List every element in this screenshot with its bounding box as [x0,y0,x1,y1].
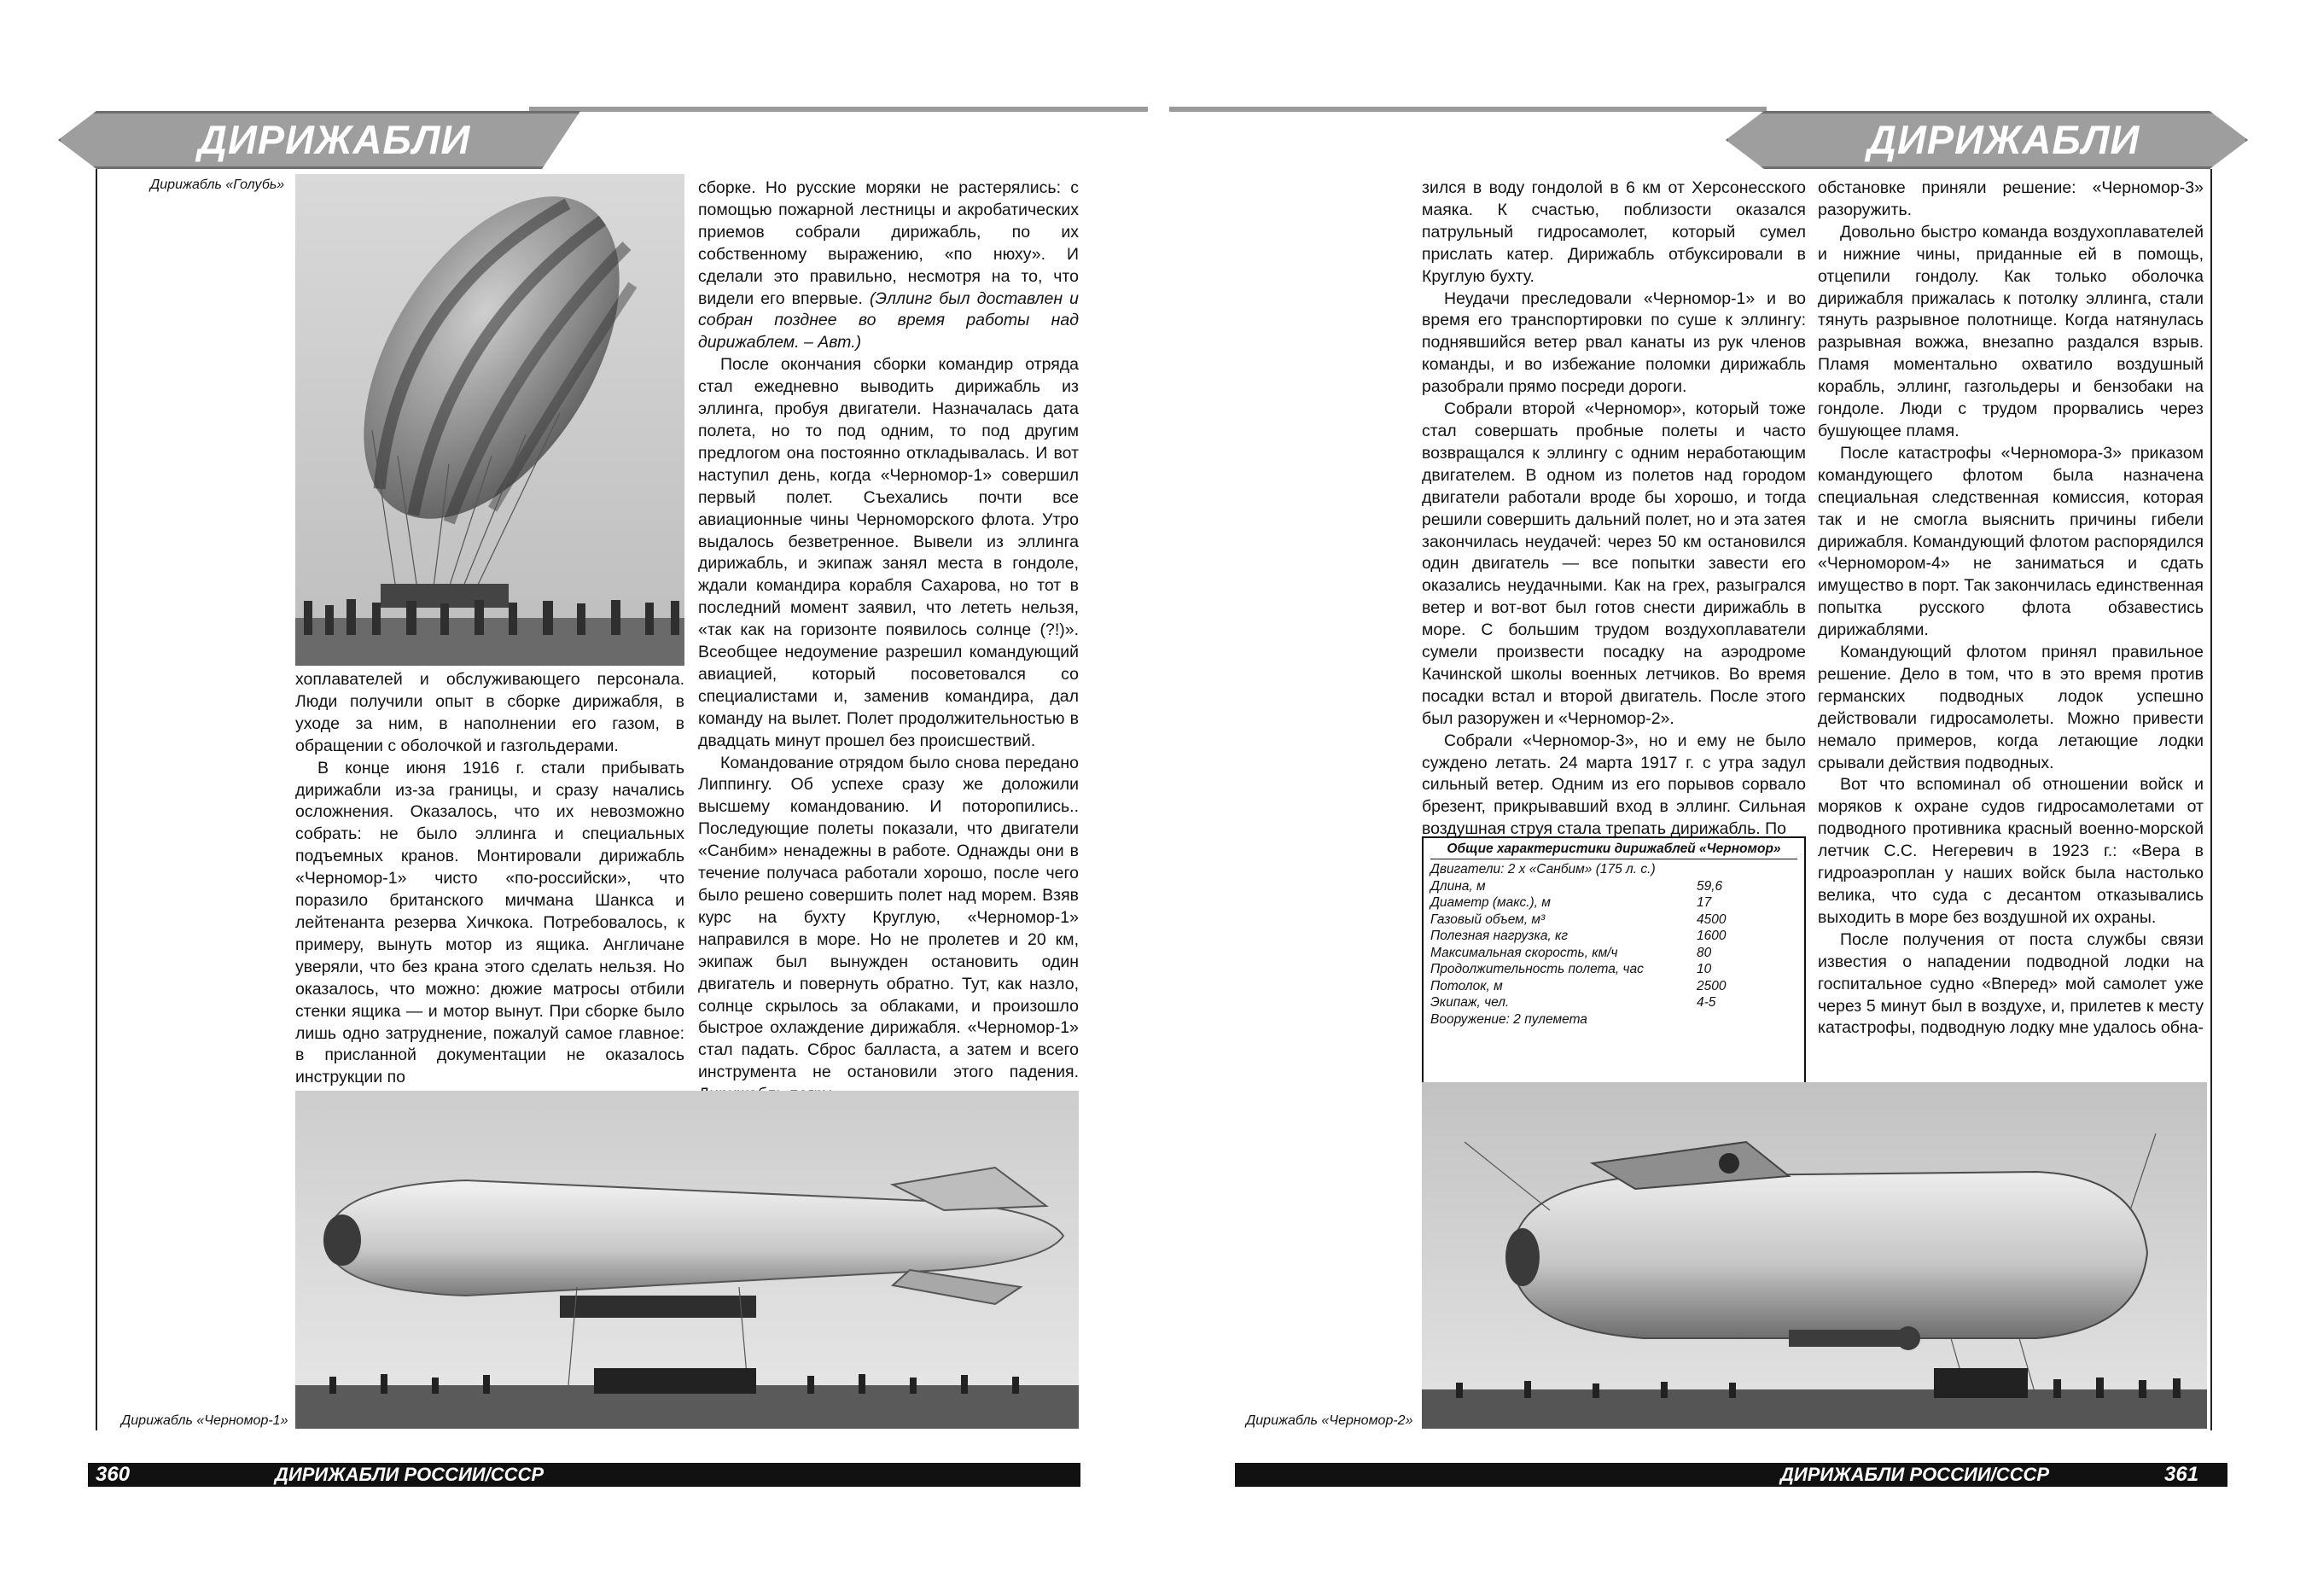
right-column-1-text [1422,178,1806,841]
header-rule-left [529,107,1148,112]
footer-bar-right [1235,1463,2227,1487]
spec-value: 80 [1697,945,1712,960]
page-number-right: 361 [2164,1463,2199,1486]
spec-key: Продолжительность полета, час [1430,962,1644,976]
spec-value: 10 [1697,962,1712,976]
paragraph: Собрали «Черномор-3», но и ему не было суждено летать. 24 марта 1917 г. с утра задул сильный ветер. Одним из его порывов сорвало брезент, прикрывавший вход в эллинг. Сильная воздушная струя стала трепать дирижабль. По [1422,731,1806,839]
paragraph: обстановке приняли решение: «Черномор-3» разоружить. [1818,178,2204,219]
spec-key: Потолок, м [1430,978,1503,993]
spec-value: 4-5 [1697,995,1716,1010]
photo-caption-golub: Дирижабль «Голубь» [150,178,285,192]
paragraph: После окончания сборки командир отряда стал ежедневно выводить дирижабль из эллинга, пробуя двигатели. Назначалась дата полета, но то под одним, то под другим предлогом она постоянно откладывалась. И вот наступил день, когда «Черномор-1» совершил первый полет. Съехались почти все авиационные чины Черноморского флота. Утро выдалось безветренное. Вывели из эллинга дирижабль, и экипаж занял места в гондоле, ждали командира корабля Сахарова, но тот в последний момент заявил, что лететь нельзя, «так как на горизонте появилось солнце (?!)». Всеобщее недоумение разрешил командующий авиацией, который посоветовался со специалистами и, заменив командира, дал команду на вылет. Полет продолжительностью в двадцать минут прошел без происшествий. [698,355,1079,750]
spec-key: Газовый объем, м³ [1430,912,1546,927]
left-margin-rule [96,169,97,1430]
spec-table-engines: Двигатели: 2 х «Санбим» (175 л. с.) [1430,862,1656,877]
paragraph: Командующий флотом принял правильное решение. Дело в том, что в это время против германских подводных лодок успешно действовали гидросамолеты. Можно привести немало примеров, когда летающие лодки срывали действия подводных. [1818,643,2204,772]
spec-row [1430,978,1797,995]
spec-row [1430,912,1797,929]
paragraph: хоплавателей и обслуживающего персонала. Люди получили опыт в сборке дирижабля, в уходе за ним, в наполнении его газом, в обращении с оболочкой и газгольдерами. [295,670,684,755]
spec-row [1430,961,1797,978]
paragraph-text: сборке. Но русские моряки не растерялись: с помощью пожарной лестницы и акробатических приемов собрали дирижабль, по их собственному выражению, «по нюху». И сделали это правильно, несмотря на то, что видели его впервые. [698,178,1079,308]
paragraph: В конце июня 1916 г. стали прибывать дирижабли из-за границы, и сразу начались осложнения. Оказалось, что их невозможно собрать: не было эллинга и специальных подъемных кранов. Монтировали дирижабль «Черномор-1» чисто «по-российски», что поразило британского мичмана Шанкса и лейтенанта резерва Хичкока. Потребовалось, к примеру, вынуть мотор из ящика. Англичане уверяли, что без крана этого сделать нельзя. Но оказалось, что можно: дюжие матросы отбили стенки ящика — и мотор вынут. При сборке было лишь одно затруднение, пожалуй самое главное: в присланной документации не оказалось инструкции по [295,758,684,1087]
right-margin-rule [2210,169,2212,1430]
spec-row [1430,928,1797,945]
paragraph: Вот что вспоминал об отношении войск и моряков к охране судов гидросамолетами от подводного противника красный военно-морской летчик С.С. Негеревич в 1923 г.: «Вера в гидроаэроплан у наших войск была настолько велика, что суда с десантом отказывались выходить в море без воздушной их охраны. [1818,775,2204,927]
paragraph: зился в воду гондолой в 6 км от Херсонесского маяка. К счастью, поблизости оказался патрульный гидросамолет, который сумел прислать катер. Дирижабль отбуксировали в Круглую бухту. [1422,178,1806,286]
spec-key: Максимальная скорость, км/ч [1430,945,1618,960]
spec-value: 59,6 [1697,878,1723,894]
spec-key: Длина, м [1430,878,1486,894]
paragraph: Собрали второй «Черномор», который тоже стал совершать пробные полеты и часто возвращался к эллингу с одним неработающим двигателем. В одном из полетов над городом двигатели работали вроде бы хорошо, и тогда решили совершить дальний полет, но и эта затея закончилась неудачей: через 50 км остановился один двигатель — все попытки завести его оказались неудачными. Как на грех, разыгрался ветер и вот-вот был готов снести дирижабль в море. С большим трудом воздухоплаватели сумели произвести посадку на аэродроме Качинской школы военных летчиков. Во время посадки встал и второй двигатель. После этого был разоружен и «Черномор-2». [1422,399,1806,728]
paragraph: Довольно быстро команда воздухоплавателей и нижние чины, приданные ей в помощь, отцепили гондолу. Как только оболочка дирижабля прижалась к потолку эллинга, стали тянуть разрывное полотнище. Когда натянулась разрывная вожжа, внезапно раздался взрыв. Пламя моментально охватило воздушный корабль, эллинг, газгольдеры и бензобаки на гондоле. Люди с трудом прорвались через бушующее пламя. [1818,222,2204,440]
spec-value: 4500 [1697,912,1727,927]
left-column-1-text [295,669,684,1089]
photo-airship-chernomor-1 [295,1091,1079,1429]
paragraph: Командование отрядом было снова передано Липпингу. Об успехе сразу же доложили высшему командованию. И поторопились.. Последующие полеты показали, что двигатели «Санбим» ненадежны в работе. Однажды они в течение получаса работали хорошо, после чего было решено совершить полет над морем. Взяв курс на бухту Круглую, «Черномор-1» направился в море. Но не пролетев и 20 км, экипаж был вынужден остановить один двигатель и повернуть обратно. Тут, как назло, солнце скрылось за облаками, и произошло быстрое охлаждение дирижабля. «Черномор-1» стал падать. Сброс балласта, а затем и всего инструмента не остановили этого падения. [698,753,1079,1082]
photo-caption-chernomor-1: Дирижабль «Черномор-1» [121,1413,288,1428]
left-column-2-text [698,178,1079,1106]
footer-title-right: ДИРИЖАБЛИ РОССИИ/СССР [1780,1464,2050,1485]
footer-bar-left [88,1463,1080,1487]
photo-airship-golub [295,174,684,666]
spec-row [1430,894,1797,912]
spec-value: 1600 [1697,929,1727,943]
right-column-2-text [1818,178,2204,1040]
footer-title-left: ДИРИЖАБЛИ РОССИИ/СССР [275,1464,544,1485]
spec-row [1430,878,1797,895]
photo-caption-chernomor-2: Дирижабль «Черномор-2» [1246,1413,1413,1428]
header-rule-right [1169,107,1767,112]
paragraph [698,178,1079,354]
paragraph: После катастрофы «Черномора-3» приказом командующего флотом была назначена специальная следственная комиссия, которая так и не смогла выяснить причины гибели дирижабля. Командующий флотом распорядился «Черномором-4» не заниматься и сдать имущество в порт. Так закончилась единственная попытка русского флота обзавестись дирижаблями. [1818,443,2204,640]
photo-airship-chernomor-2 [1422,1082,2207,1429]
spec-table-armament: Вооружение: 2 пулемета [1430,1011,1587,1027]
spec-key: Диаметр (макс.), м [1430,895,1551,910]
header-title-left: ДИРИЖАБЛИ [198,117,471,162]
paragraph: После получения от поста службы связи известия о нападении подводной лодки на госпитальное судно «Вперед» мой самолет уже через 5 минут был в воздухе, и, прилетев к месту катастрофы, подводную лодку мне удалось обна- [1818,929,2204,1038]
header-title-right: ДИРИЖАБЛИ [1867,117,2140,162]
spec-value: 2500 [1697,978,1727,993]
paragraph: Неудачи преследовали «Черномор-1» и во время его транспортировки по суше к эллингу: поднявшийся ветер рвал канаты из рук членов команды, и во избежание поломки дирижабль разобрали прямо посреди дороги. [1422,288,1806,397]
spec-value: 17 [1697,895,1712,910]
author-note: (Эллинг был доставлен и собран позднее во время работы над дирижаблем. – Авт.) [698,288,1079,352]
spec-row [1430,945,1797,962]
spec-key: Экипаж, чел. [1430,995,1510,1010]
spec-table [1422,836,1806,1084]
spec-key: Полезная нагрузка, кг [1430,929,1569,943]
spec-row [1430,994,1797,1011]
spec-table-title: Общие характеристики дирижаблей «Черномор» [1430,842,1797,859]
page-number-left: 360 [96,1463,131,1486]
